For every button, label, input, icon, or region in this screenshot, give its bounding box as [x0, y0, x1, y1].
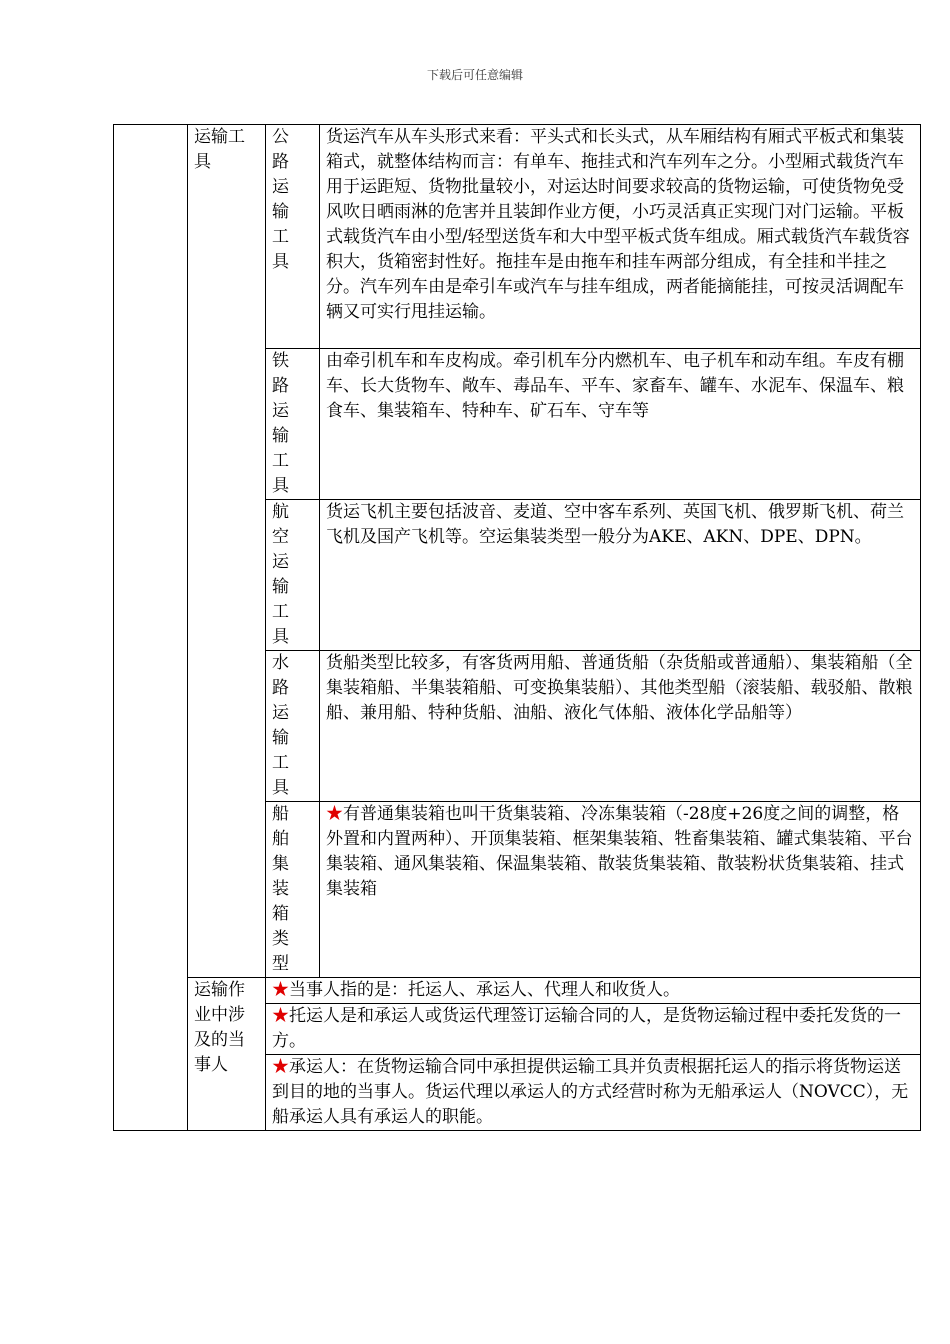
party-text-body: 托运人是和承运人或货运代理签订运输合同的人，是货物运输过程中委托发货的一方。	[272, 1006, 901, 1051]
party-text-body: 当事人指的是：托运人、承运人、代理人和收货人。	[289, 980, 680, 1000]
star-icon: ★	[272, 1057, 289, 1077]
star-icon: ★	[326, 804, 343, 824]
star-icon: ★	[272, 980, 289, 1000]
row-label	[266, 802, 320, 978]
row-text: 货运飞机主要包括波音、麦道、空中客车系列、英国飞机、俄罗斯飞机、荷兰飞机及国产飞机等。空运集装类型一般分为AKE、AKN、DPE、DPN。	[320, 500, 921, 651]
section-parties: 运输作业中涉及的当事人	[188, 978, 266, 1131]
row-text: 货船类型比较多，有客货两用船、普通货船（杂货船或普通船）、集装箱船（全集装箱船、半集装箱船、可变换集装船）、其他类型船（滚装船、载驳船、散粮船、兼用船、特种货船、油船、液化气体船、液体化学品船等）	[320, 651, 921, 802]
row-label	[266, 349, 320, 500]
section-transport: 运输工具	[188, 125, 266, 978]
party-text	[266, 1004, 921, 1055]
row-label-text: 铁路运输工具	[272, 351, 289, 496]
row-label-text: 水路运输工具	[272, 653, 289, 798]
party-text	[266, 978, 921, 1004]
blank-cell	[114, 125, 188, 1131]
star-icon: ★	[272, 1006, 289, 1026]
row-label	[266, 651, 320, 802]
row-text-body: 有普通集装箱也叫干货集装箱、冷冻集装箱（-28度+26度之间的调整，格外置和内置两种）、开顶集装箱、框架集装箱、牲畜集装箱、罐式集装箱、平台集装箱、通风集装箱、保温集装箱、散装货集装箱、散装粉状货集装箱、挂式集装箱	[326, 804, 913, 899]
row-label-text: 航空运输工具	[272, 502, 289, 647]
row-label	[266, 500, 320, 651]
row-text: 由牵引机车和车皮构成。牵引机车分内燃机车、电子机车和动车组。车皮有棚车、长大货物车、敞车、毒品车、平车、家畜车、罐车、水泥车、保温车、粮食车、集装箱车、特种车、矿石车、守车等	[320, 349, 921, 500]
row-label-text: 公路运输工具	[272, 127, 289, 272]
party-text	[266, 1055, 921, 1131]
row-text: 货运汽车从车头形式来看：平头式和长头式，从车厢结构有厢式平板式和集装箱式，就整体结构而言：有单车、拖挂式和汽车列车之分。小型厢式载货汽车用于运距短、货物批量较小，对运达时间要求较高的货物运输，可使货物免受风吹日晒雨淋的危害并且装卸作业方便，小巧灵活真正实现门对门运输。平板式载货汽车由小型/轻型送货车和大中型平板式货车组成。厢式载货汽车载货容积大，货箱密封性好。拖挂车是由拖车和挂车两部分组成，有全挂和半挂之分。汽车列车由是牵引车或汽车与挂车组成，两者能摘能挂，可按灵活调配车辆又可实行甩挂运输。	[320, 125, 921, 349]
row-label	[266, 125, 320, 349]
page-header: 下载后可任意编辑	[426, 68, 523, 82]
row-text	[320, 802, 921, 978]
row-label-text: 船舶集装箱类型	[272, 804, 289, 974]
table-row	[114, 125, 921, 349]
content-table	[113, 124, 921, 1131]
party-text-body: 承运人：在货物运输合同中承担提供运输工具并负责根据托运人的指示将货物运送到目的地的当事人。货运代理以承运人的方式经营时称为无船承运人（NOVCC），无船承运人具有承运人的职能。	[272, 1057, 909, 1127]
table-row	[114, 978, 921, 1004]
